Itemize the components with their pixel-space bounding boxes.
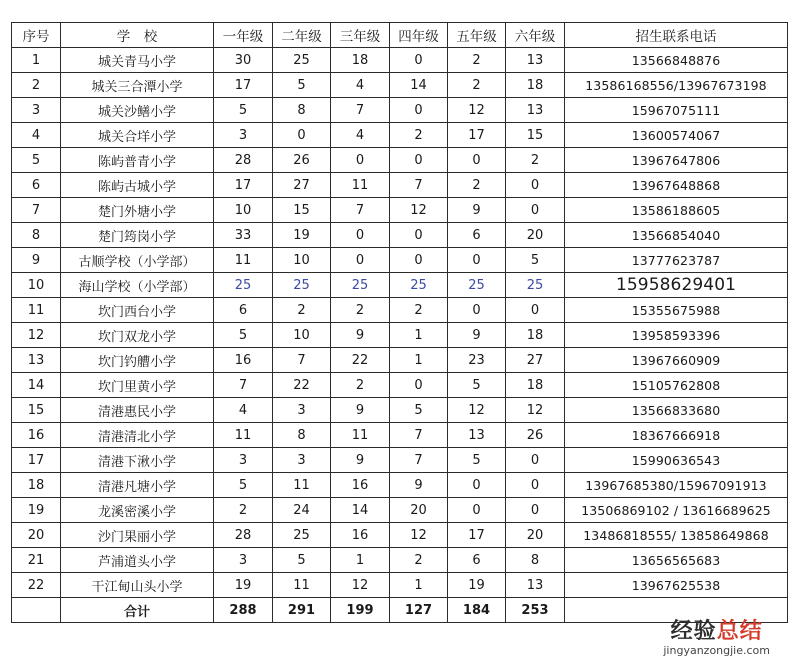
contact-phone: 13586188605 <box>565 198 788 223</box>
grade-2-count: 11 <box>273 473 331 498</box>
grade-2-count: 25 <box>273 273 331 298</box>
row-index: 19 <box>12 498 61 523</box>
total-grade3: 199 <box>331 598 390 623</box>
grade-6-count: 27 <box>506 348 565 373</box>
school-name: 坎门双龙小学 <box>61 323 214 348</box>
grade-5-count: 0 <box>448 298 506 323</box>
grade-4-count: 1 <box>390 323 448 348</box>
contact-phone: 13566854040 <box>565 223 788 248</box>
grade-1-count: 28 <box>214 148 273 173</box>
row-index: 9 <box>12 248 61 273</box>
row-index: 14 <box>12 373 61 398</box>
table-row <box>12 323 788 348</box>
table-row <box>12 73 788 98</box>
grade-3-count: 0 <box>331 148 390 173</box>
grade-4-count: 2 <box>390 298 448 323</box>
watermark <box>663 620 770 657</box>
grade-3-count: 0 <box>331 248 390 273</box>
col-header-index: 序号 <box>12 23 61 48</box>
grade-5-count: 17 <box>448 523 506 548</box>
contact-phone: 13566833680 <box>565 398 788 423</box>
row-index: 13 <box>12 348 61 373</box>
grade-4-count: 2 <box>390 548 448 573</box>
grade-6-count: 0 <box>506 473 565 498</box>
grade-6-count: 0 <box>506 498 565 523</box>
row-index: 6 <box>12 173 61 198</box>
grade-3-count: 11 <box>331 423 390 448</box>
grade-3-count: 18 <box>331 48 390 73</box>
grade-5-count: 0 <box>448 498 506 523</box>
row-index: 11 <box>12 298 61 323</box>
grade-6-count: 2 <box>506 148 565 173</box>
grade-6-count: 18 <box>506 323 565 348</box>
row-index: 7 <box>12 198 61 223</box>
grade-5-count: 2 <box>448 73 506 98</box>
grade-4-count: 1 <box>390 573 448 598</box>
table-row <box>12 48 788 73</box>
grade-1-count: 5 <box>214 473 273 498</box>
grade-2-count: 26 <box>273 148 331 173</box>
grade-6-count: 0 <box>506 448 565 473</box>
school-name: 坎门钓艚小学 <box>61 348 214 373</box>
table-row <box>12 98 788 123</box>
contact-phone: 13600574067 <box>565 123 788 148</box>
table-body <box>12 48 788 598</box>
contact-phone: 15958629401 <box>565 273 788 298</box>
grade-5-count: 9 <box>448 323 506 348</box>
grade-1-count: 7 <box>214 373 273 398</box>
contact-phone: 13967625538 <box>565 573 788 598</box>
col-header-phone: 招生联系电话 <box>565 23 788 48</box>
grade-6-count: 8 <box>506 548 565 573</box>
row-index: 4 <box>12 123 61 148</box>
table-row <box>12 523 788 548</box>
grade-6-count: 5 <box>506 248 565 273</box>
school-name: 沙门果丽小学 <box>61 523 214 548</box>
grade-4-count: 12 <box>390 198 448 223</box>
grade-1-count: 25 <box>214 273 273 298</box>
grade-3-count: 9 <box>331 323 390 348</box>
grade-3-count: 2 <box>331 373 390 398</box>
table-row <box>12 223 788 248</box>
grade-6-count: 12 <box>506 398 565 423</box>
row-index: 5 <box>12 148 61 173</box>
grade-2-count: 8 <box>273 98 331 123</box>
watermark-site: jingyanzongjie.com <box>663 644 770 657</box>
grade-4-count: 14 <box>390 73 448 98</box>
grade-6-count: 26 <box>506 423 565 448</box>
school-name: 干江甸山头小学 <box>61 573 214 598</box>
row-index: 12 <box>12 323 61 348</box>
grade-4-count: 2 <box>390 123 448 148</box>
grade-4-count: 20 <box>390 498 448 523</box>
school-name: 城关合垟小学 <box>61 123 214 148</box>
total-index <box>12 598 61 623</box>
grade-3-count: 9 <box>331 398 390 423</box>
row-index: 16 <box>12 423 61 448</box>
row-index: 22 <box>12 573 61 598</box>
contact-phone: 13506869102 / 13616689625 <box>565 498 788 523</box>
grade-4-count: 12 <box>390 523 448 548</box>
school-name: 城关沙鳝小学 <box>61 98 214 123</box>
contact-phone: 15967075111 <box>565 98 788 123</box>
grade-1-count: 17 <box>214 173 273 198</box>
school-name: 清港凡塘小学 <box>61 473 214 498</box>
contact-phone: 13958593396 <box>565 323 788 348</box>
grade-2-count: 5 <box>273 73 331 98</box>
grade-2-count: 8 <box>273 423 331 448</box>
grade-2-count: 25 <box>273 48 331 73</box>
row-index: 10 <box>12 273 61 298</box>
col-header-grade4: 四年级 <box>390 23 448 48</box>
school-name: 芦浦道头小学 <box>61 548 214 573</box>
grade-1-count: 11 <box>214 423 273 448</box>
grade-1-count: 17 <box>214 73 273 98</box>
table-row <box>12 173 788 198</box>
grade-4-count: 7 <box>390 423 448 448</box>
school-name: 龙溪密溪小学 <box>61 498 214 523</box>
contact-phone: 13486818555/ 13858649868 <box>565 523 788 548</box>
grade-1-count: 3 <box>214 448 273 473</box>
enrollment-table <box>11 22 788 623</box>
grade-5-count: 5 <box>448 373 506 398</box>
grade-1-count: 6 <box>214 298 273 323</box>
school-name: 楚门筠岗小学 <box>61 223 214 248</box>
table-row <box>12 273 788 298</box>
grade-2-count: 24 <box>273 498 331 523</box>
grade-5-count: 0 <box>448 148 506 173</box>
grade-4-count: 0 <box>390 148 448 173</box>
grade-3-count: 12 <box>331 573 390 598</box>
grade-2-count: 0 <box>273 123 331 148</box>
grade-6-count: 13 <box>506 98 565 123</box>
row-index: 3 <box>12 98 61 123</box>
row-index: 15 <box>12 398 61 423</box>
grade-3-count: 7 <box>331 98 390 123</box>
grade-6-count: 25 <box>506 273 565 298</box>
contact-phone: 13967685380/15967091913 <box>565 473 788 498</box>
grade-3-count: 9 <box>331 448 390 473</box>
contact-phone: 13967660909 <box>565 348 788 373</box>
grade-1-count: 5 <box>214 323 273 348</box>
contact-phone: 13586168556/13967673198 <box>565 73 788 98</box>
grade-2-count: 10 <box>273 323 331 348</box>
table-row <box>12 298 788 323</box>
school-name: 清港惠民小学 <box>61 398 214 423</box>
grade-5-count: 6 <box>448 223 506 248</box>
table-row <box>12 498 788 523</box>
grade-5-count: 13 <box>448 423 506 448</box>
table-row <box>12 248 788 273</box>
grade-1-count: 3 <box>214 123 273 148</box>
school-name: 陈屿古城小学 <box>61 173 214 198</box>
grade-5-count: 6 <box>448 548 506 573</box>
grade-3-count: 25 <box>331 273 390 298</box>
grade-2-count: 3 <box>273 448 331 473</box>
grade-4-count: 0 <box>390 48 448 73</box>
row-index: 21 <box>12 548 61 573</box>
grade-1-count: 4 <box>214 398 273 423</box>
grade-5-count: 19 <box>448 573 506 598</box>
grade-6-count: 0 <box>506 198 565 223</box>
grade-1-count: 3 <box>214 548 273 573</box>
header-row <box>12 23 788 48</box>
grade-4-count: 0 <box>390 223 448 248</box>
grade-1-count: 10 <box>214 198 273 223</box>
contact-phone: 13967647806 <box>565 148 788 173</box>
total-grade4: 127 <box>390 598 448 623</box>
school-name: 城关三合潭小学 <box>61 73 214 98</box>
grade-3-count: 0 <box>331 223 390 248</box>
school-name: 坎门西台小学 <box>61 298 214 323</box>
table-row <box>12 373 788 398</box>
grade-4-count: 1 <box>390 348 448 373</box>
school-name: 陈屿普青小学 <box>61 148 214 173</box>
table-row <box>12 423 788 448</box>
grade-5-count: 23 <box>448 348 506 373</box>
grade-6-count: 20 <box>506 223 565 248</box>
grade-5-count: 5 <box>448 448 506 473</box>
grade-2-count: 2 <box>273 298 331 323</box>
row-index: 8 <box>12 223 61 248</box>
school-name: 清港下湫小学 <box>61 448 214 473</box>
col-header-school: 学 校 <box>61 23 214 48</box>
col-header-grade2: 二年级 <box>273 23 331 48</box>
grade-4-count: 0 <box>390 98 448 123</box>
col-header-grade5: 五年级 <box>448 23 506 48</box>
school-name: 清港清北小学 <box>61 423 214 448</box>
grade-1-count: 30 <box>214 48 273 73</box>
total-grade5: 184 <box>448 598 506 623</box>
row-index: 1 <box>12 48 61 73</box>
grade-2-count: 5 <box>273 548 331 573</box>
grade-2-count: 11 <box>273 573 331 598</box>
grade-5-count: 17 <box>448 123 506 148</box>
grade-1-count: 11 <box>214 248 273 273</box>
grade-5-count: 12 <box>448 98 506 123</box>
grade-5-count: 2 <box>448 173 506 198</box>
table-row <box>12 348 788 373</box>
total-label: 合计 <box>61 598 214 623</box>
grade-2-count: 3 <box>273 398 331 423</box>
grade-4-count: 0 <box>390 248 448 273</box>
contact-phone: 18367666918 <box>565 423 788 448</box>
grade-1-count: 33 <box>214 223 273 248</box>
row-index: 2 <box>12 73 61 98</box>
grade-4-count: 0 <box>390 373 448 398</box>
grade-3-count: 1 <box>331 548 390 573</box>
grade-1-count: 19 <box>214 573 273 598</box>
grade-4-count: 5 <box>390 398 448 423</box>
row-index: 17 <box>12 448 61 473</box>
grade-5-count: 0 <box>448 248 506 273</box>
col-header-grade3: 三年级 <box>331 23 390 48</box>
grade-3-count: 4 <box>331 73 390 98</box>
contact-phone: 13566848876 <box>565 48 788 73</box>
grade-1-count: 16 <box>214 348 273 373</box>
school-name: 楚门外塘小学 <box>61 198 214 223</box>
contact-phone: 15990636543 <box>565 448 788 473</box>
grade-4-count: 7 <box>390 173 448 198</box>
school-name: 坎门里黄小学 <box>61 373 214 398</box>
grade-5-count: 25 <box>448 273 506 298</box>
grade-3-count: 11 <box>331 173 390 198</box>
grade-1-count: 2 <box>214 498 273 523</box>
grade-6-count: 15 <box>506 123 565 148</box>
grade-2-count: 27 <box>273 173 331 198</box>
table-row <box>12 473 788 498</box>
grade-2-count: 25 <box>273 523 331 548</box>
contact-phone: 15105762808 <box>565 373 788 398</box>
grade-3-count: 16 <box>331 473 390 498</box>
contact-phone: 13656565683 <box>565 548 788 573</box>
table-row <box>12 198 788 223</box>
grade-3-count: 2 <box>331 298 390 323</box>
table-row <box>12 573 788 598</box>
grade-3-count: 14 <box>331 498 390 523</box>
contact-phone: 13777623787 <box>565 248 788 273</box>
grade-1-count: 28 <box>214 523 273 548</box>
table-row <box>12 148 788 173</box>
table-row <box>12 548 788 573</box>
grade-2-count: 22 <box>273 373 331 398</box>
total-grade1: 288 <box>214 598 273 623</box>
col-header-grade6: 六年级 <box>506 23 565 48</box>
school-name: 海山学校（小学部） <box>61 273 214 298</box>
table-row <box>12 398 788 423</box>
grade-2-count: 10 <box>273 248 331 273</box>
grade-2-count: 7 <box>273 348 331 373</box>
grade-6-count: 13 <box>506 48 565 73</box>
grade-6-count: 18 <box>506 373 565 398</box>
grade-2-count: 19 <box>273 223 331 248</box>
grade-3-count: 7 <box>331 198 390 223</box>
total-grade2: 291 <box>273 598 331 623</box>
grade-6-count: 18 <box>506 73 565 98</box>
grade-6-count: 20 <box>506 523 565 548</box>
contact-phone: 15355675988 <box>565 298 788 323</box>
row-index: 18 <box>12 473 61 498</box>
grade-1-count: 5 <box>214 98 273 123</box>
grade-3-count: 22 <box>331 348 390 373</box>
watermark-logo: 经验总结 <box>670 619 763 644</box>
grade-6-count: 0 <box>506 298 565 323</box>
total-grade6: 253 <box>506 598 565 623</box>
grade-4-count: 7 <box>390 448 448 473</box>
grade-6-count: 13 <box>506 573 565 598</box>
table-row <box>12 448 788 473</box>
grade-4-count: 25 <box>390 273 448 298</box>
contact-phone: 13967648868 <box>565 173 788 198</box>
grade-5-count: 2 <box>448 48 506 73</box>
school-name: 城关青马小学 <box>61 48 214 73</box>
grade-5-count: 9 <box>448 198 506 223</box>
grade-3-count: 16 <box>331 523 390 548</box>
grade-6-count: 0 <box>506 173 565 198</box>
school-name: 古顺学校（小学部） <box>61 248 214 273</box>
col-header-grade1: 一年级 <box>214 23 273 48</box>
grade-5-count: 0 <box>448 473 506 498</box>
grade-5-count: 12 <box>448 398 506 423</box>
table-row <box>12 123 788 148</box>
row-index: 20 <box>12 523 61 548</box>
grade-4-count: 9 <box>390 473 448 498</box>
grade-3-count: 4 <box>331 123 390 148</box>
grade-2-count: 15 <box>273 198 331 223</box>
